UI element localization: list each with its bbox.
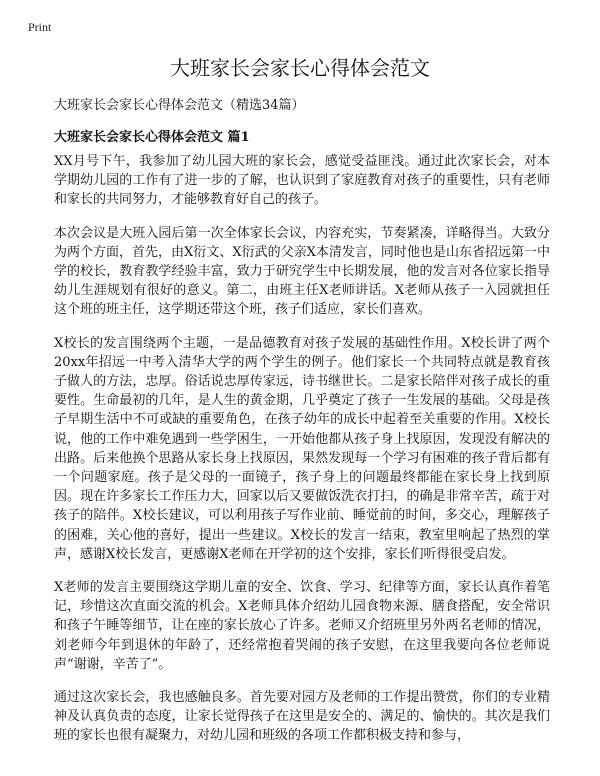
paragraph: X老师的发言主要围绕这学期儿童的安全、饮食、学习、纪律等方面，家长认真作着笔记，珍惜这次直面交流的机会。X老师具体介绍幼儿园食物来源、膳食搭配，安全常识和孩子午睡等细节，让在座的家长放心了许多。老师又介绍班里另外两名老师的情况，刘老师今年到退休的年龄了，还经常抱着哭闹的孩子安慰，在这里我要向各位老师说声“谢谢，辛苦了”。 (54, 580, 550, 672)
paragraph: X校长的发言围绕两个主题，一是品德教育对孩子发展的基础性作用。X校长讲了两个20xx年招远一中考入清华大学的两个学生的例子。他们家长一个共同特点就是教育孩子做人的方法，忠厚。俗话说忠厚传家远，诗书继世长。二是家长陪伴对孩子成长的重要性。生命最初的几年，是人生的黄金期，几乎奠定了孩子一生发展的基础。父母是孩子早期生活中不可或缺的重要角色，在孩子幼年的成长中起着至关重要的作用。X校长说，他的工作中难免遇到一些学困生，一开始他都从孩子身上找原因，发现没有解决的出路。后来他换个思路从家长身上找原因，果然发现每一个学习有困难的孩子背后都有一个问题家庭。孩子是父母的一面镜子，孩子身上的问题最终都能在家长身上找到原因。现在许多家长工作压力大，回家以后又要做饭洗衣打扫，的确是非常辛苦，疏于对孩子的陪伴。X校长建议，可以利用孩子写作业前、睡觉前的时间，多交心，理解孩子的困难，关心他的喜好，提出一些建议。X校长的发言一结束，教室里响起了热烈的掌声，感谢X校长发言，更感谢X老师在开学初的这个安排，家长们听得很受启发。 (54, 335, 550, 562)
paragraph: 本次会议是大班入园后第一次全体家长会议，内容充实，节奏紧凑，详略得当。大致分为两个方面，首先，由X衍文、X衍武的父亲X本清发言，同时他也是山东省招远第一中学的校长，教育教学经验丰富，致力于研究学生中长期发展，他的发言对各位家长指导幼儿生涯规划有很好的意义。第二，由班主任X老师讲话。X老师从孩子一入园就担任这个班的班主任，这学期还带这个班，孩子们适应，家长们喜欢。 (54, 225, 550, 318)
print-link[interactable]: Print (28, 20, 52, 34)
article-body (54, 152, 550, 760)
document-subtitle: 大班家长会家长心得体会范文（精选34篇） (54, 98, 305, 113)
page-title: 大班家长会家长心得体会范文 (170, 56, 430, 80)
paragraph: XX月号下午，我参加了幼儿园大班的家长会，感觉受益匪浅。通过此次家长会，对本学期幼儿园的工作有了进一步的了解，也认识到了家庭教育对孩子的重要性，只有老师和家长的共同努力，才能够教育好自己的孩子。 (54, 154, 550, 208)
paragraph: 通过这次家长会，我也感触良多。首先要对园方及老师的工作提出赞赏，你们的专业精神及认真负责的态度，让家长觉得孩子在这里是安全的、满足的、愉快的。其次是我们班的家长也很有凝聚力，对幼儿园和班级的各项工作都积极支持和参与， (54, 690, 550, 744)
section-heading: 大班家长会家长心得体会范文 篇1 (54, 130, 250, 145)
